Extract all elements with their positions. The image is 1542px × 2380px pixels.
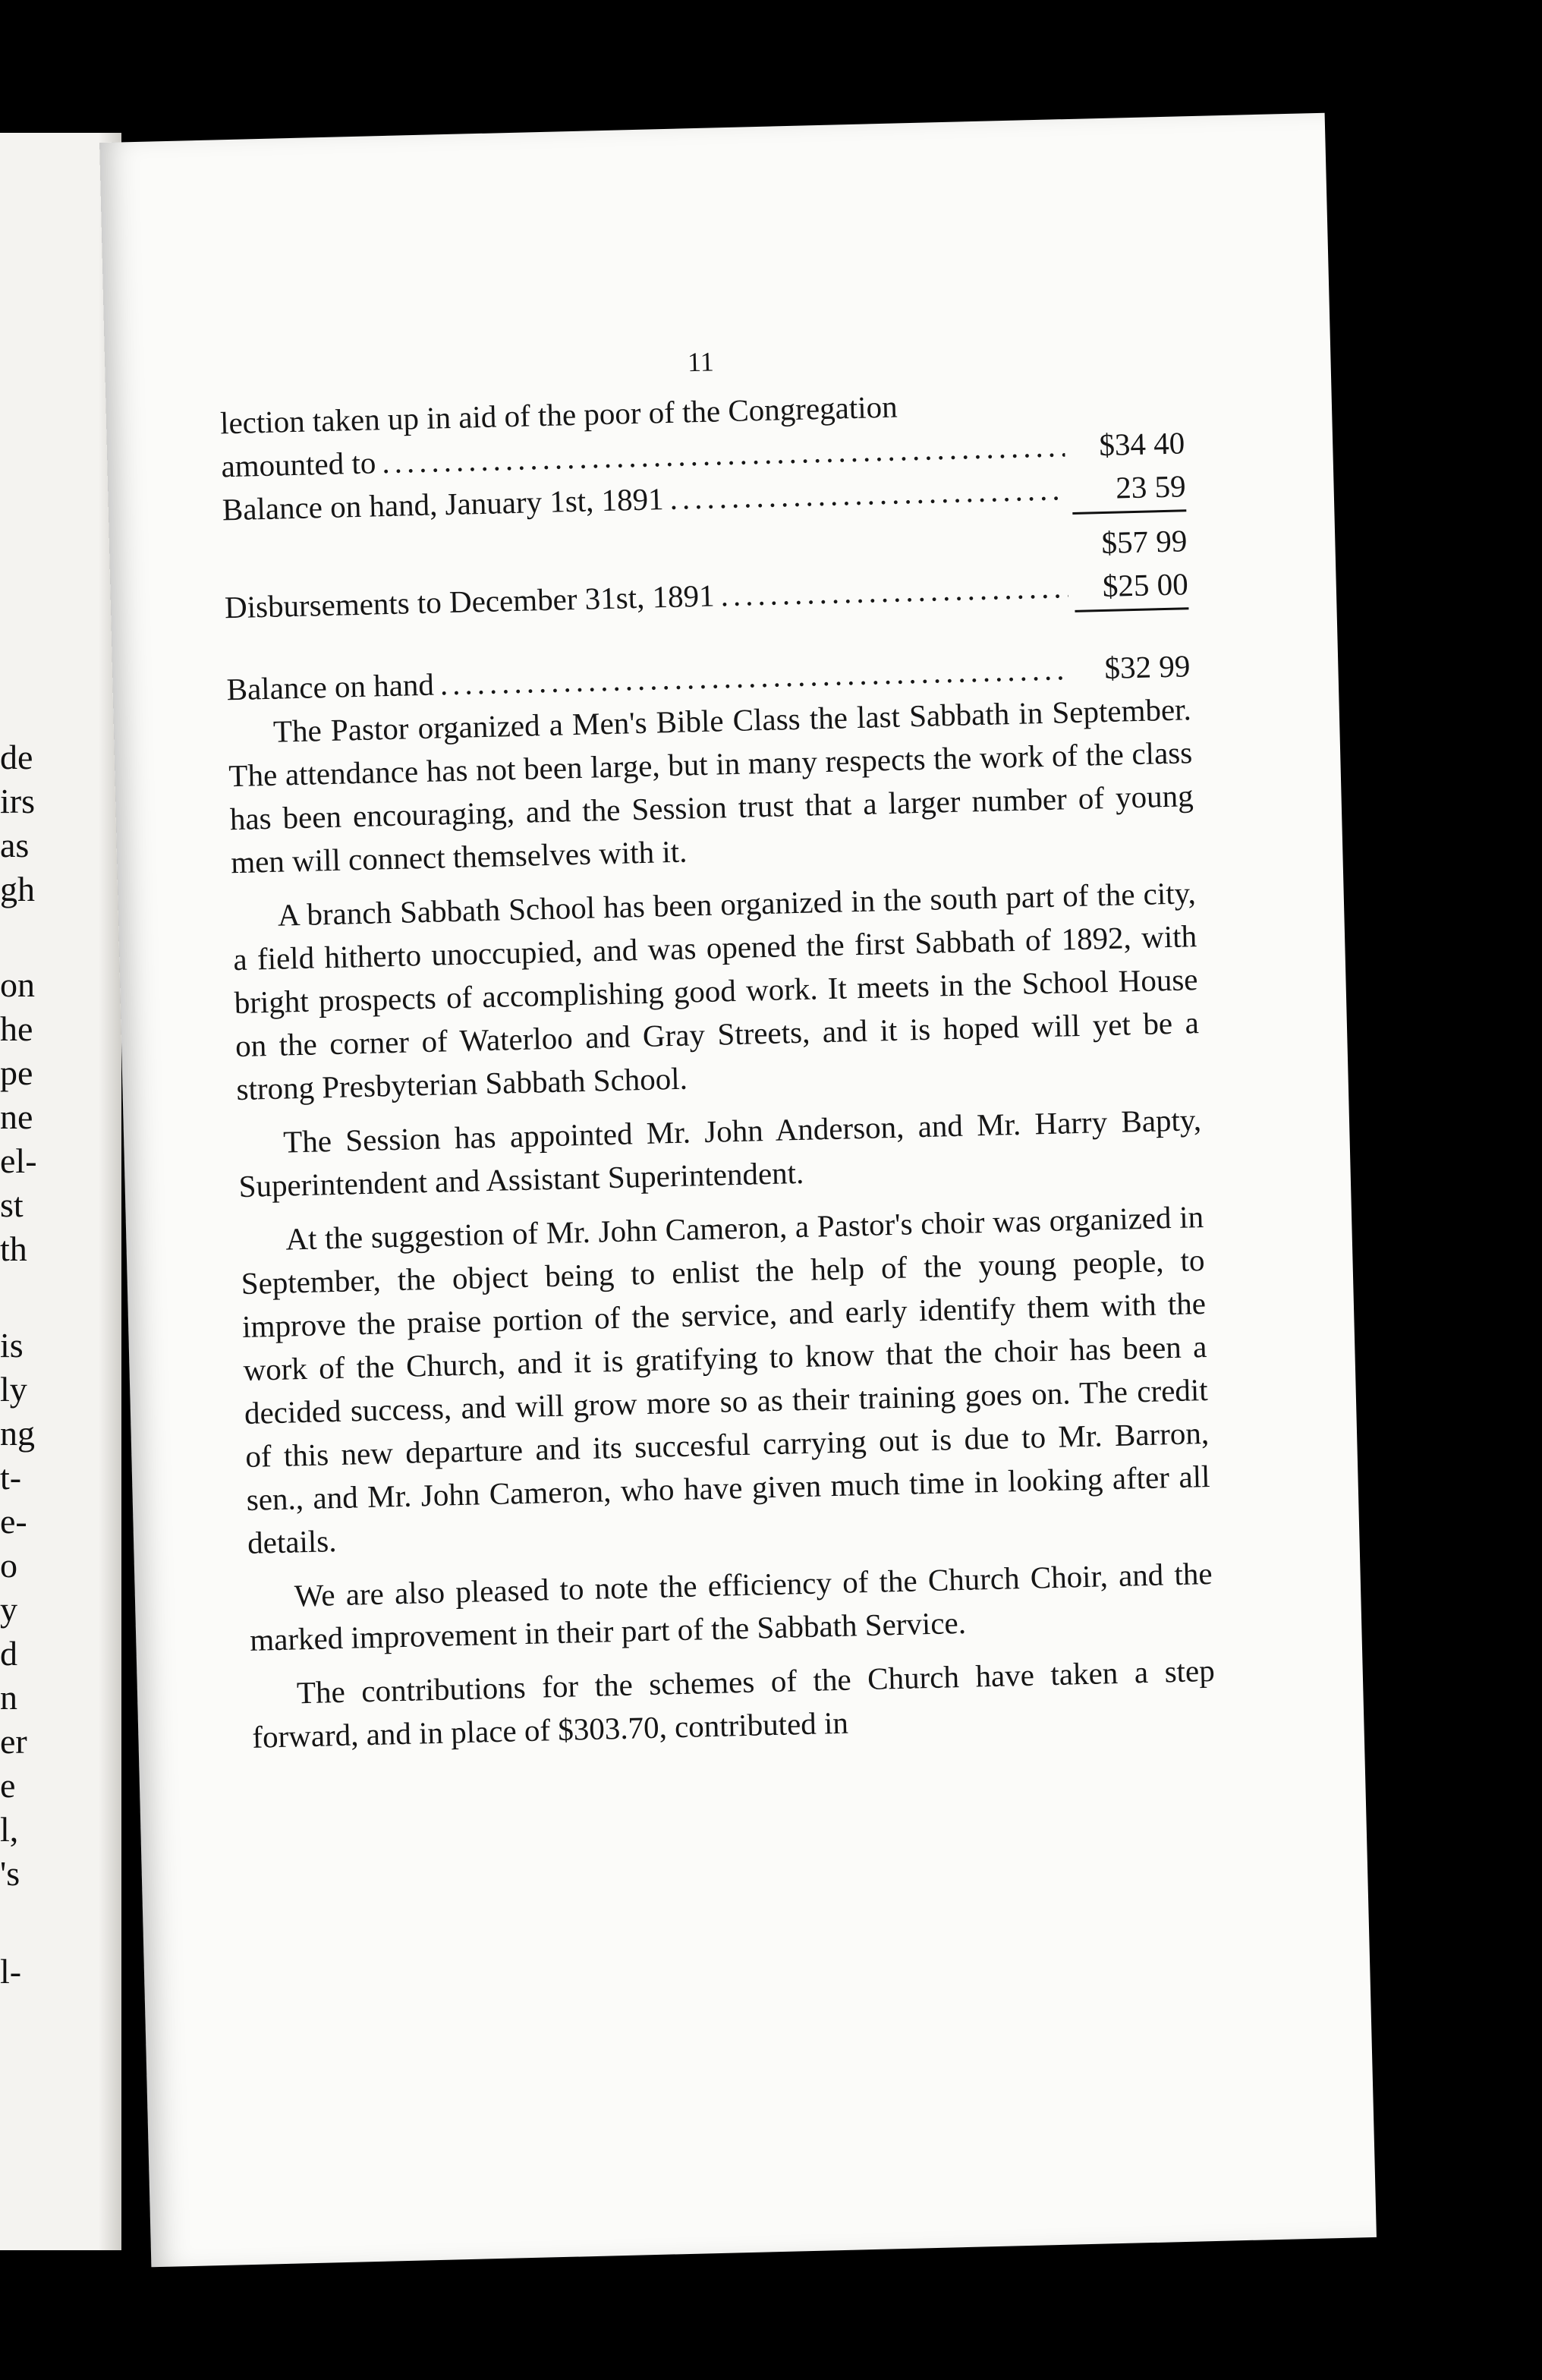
page-number: 11	[687, 346, 715, 378]
page-content	[219, 329, 1216, 1758]
account-amount: 23 59	[1115, 468, 1187, 505]
left-facing-page	[0, 133, 121, 2250]
margin-fragment: he	[0, 1009, 33, 1048]
margin-fragment: th	[0, 1229, 27, 1268]
paragraph-superintendents: The Session has appointed Mr. John Anderson, and Mr. Harry Bapty, Superintendent and Assistant Superintendent.	[238, 1102, 1202, 1204]
margin-fragment: e-	[0, 1502, 27, 1541]
margin-fragment: l-	[0, 1952, 22, 1991]
account-intro-line: lection taken up in aid of the poor of the Congregation	[219, 389, 898, 441]
margin-fragment: is	[0, 1326, 24, 1365]
margin-fragment: gh	[0, 870, 35, 908]
account-subtotal: $57 99	[1100, 523, 1188, 561]
margin-fragment: el-	[0, 1141, 37, 1180]
margin-fragment: ne	[0, 1097, 33, 1136]
account-amount: $25 00	[1102, 566, 1189, 604]
account-label: Balance on hand, January 1st, 1891	[222, 481, 665, 527]
paragraph-contributions: The contributions for the schemes of the Church have taken a step forward, and in place of $303.70, contributed in	[251, 1652, 1216, 1755]
account-label: Disbursements to December 31st, 1891	[224, 578, 716, 625]
account-label: Balance on hand	[226, 666, 435, 707]
margin-fragment: d	[0, 1634, 17, 1673]
account-amount: $34 40	[1098, 425, 1185, 463]
margin-fragment: e	[0, 1766, 16, 1805]
paragraph-pastors-choir: At the suggestion of Mr. John Cameron, a Pastor's choir was organized in September, the object being to enlist the help of the young people, to improve the praise portion of the service, and early identify them with the work of the Church, and it is gratifying to know that the choir has been a decided success, and will grow more so as their training goes on. The credit of this new departure and its succesful carrying out is due to Mr. Barron, sen., and Mr. John Cameron, who have given much time in looking after all details.	[241, 1199, 1210, 1560]
document-page	[99, 113, 1377, 2268]
account-label: amounted to	[220, 445, 376, 484]
paragraph-church-choir: We are also pleased to note the efficiency of the Church Choir, and the marked improvement in their part of the Sabbath Service.	[249, 1555, 1213, 1658]
leader-dots	[669, 468, 1066, 521]
margin-fragment: er	[0, 1722, 27, 1761]
margin-fragment: pe	[0, 1053, 33, 1092]
margin-fragment: n	[0, 1678, 17, 1717]
margin-fragment: t-	[0, 1458, 22, 1497]
margin-fragment: as	[0, 826, 30, 864]
paragraph-bible-class: The Pastor organized a Men's Bible Class the last Sabbath in September. The attendance has not been large, but in many respects the work of the class has been encouraging, and the Session trust that a larger number of young men will connect themselves with it.	[228, 691, 1194, 880]
margin-fragment: irs	[0, 782, 35, 820]
margin-fragment: l,	[0, 1810, 19, 1849]
margin-fragment: 's	[0, 1854, 20, 1893]
margin-fragment: st	[0, 1185, 24, 1224]
paragraph-branch-school: A branch Sabbath School has been organized in the south part of the city, a field hitherto unoccupied, and was opened the first Sabbath of 1892, with bright prospects of accomplishing good work. It meets in the School House on the corner of Waterloo and Gray Streets, and it is hoped will yet be a strong Presbyterian Sabbath School.	[232, 875, 1200, 1107]
margin-fragment: de	[0, 738, 33, 776]
margin-fragment: ng	[0, 1414, 35, 1453]
margin-fragment: o	[0, 1546, 17, 1585]
margin-fragment: ly	[0, 1370, 27, 1409]
account-amount: $32 99	[1104, 648, 1191, 685]
margin-fragment: y	[0, 1590, 17, 1629]
margin-fragment: on	[0, 965, 35, 1004]
leader-dots	[720, 565, 1069, 617]
